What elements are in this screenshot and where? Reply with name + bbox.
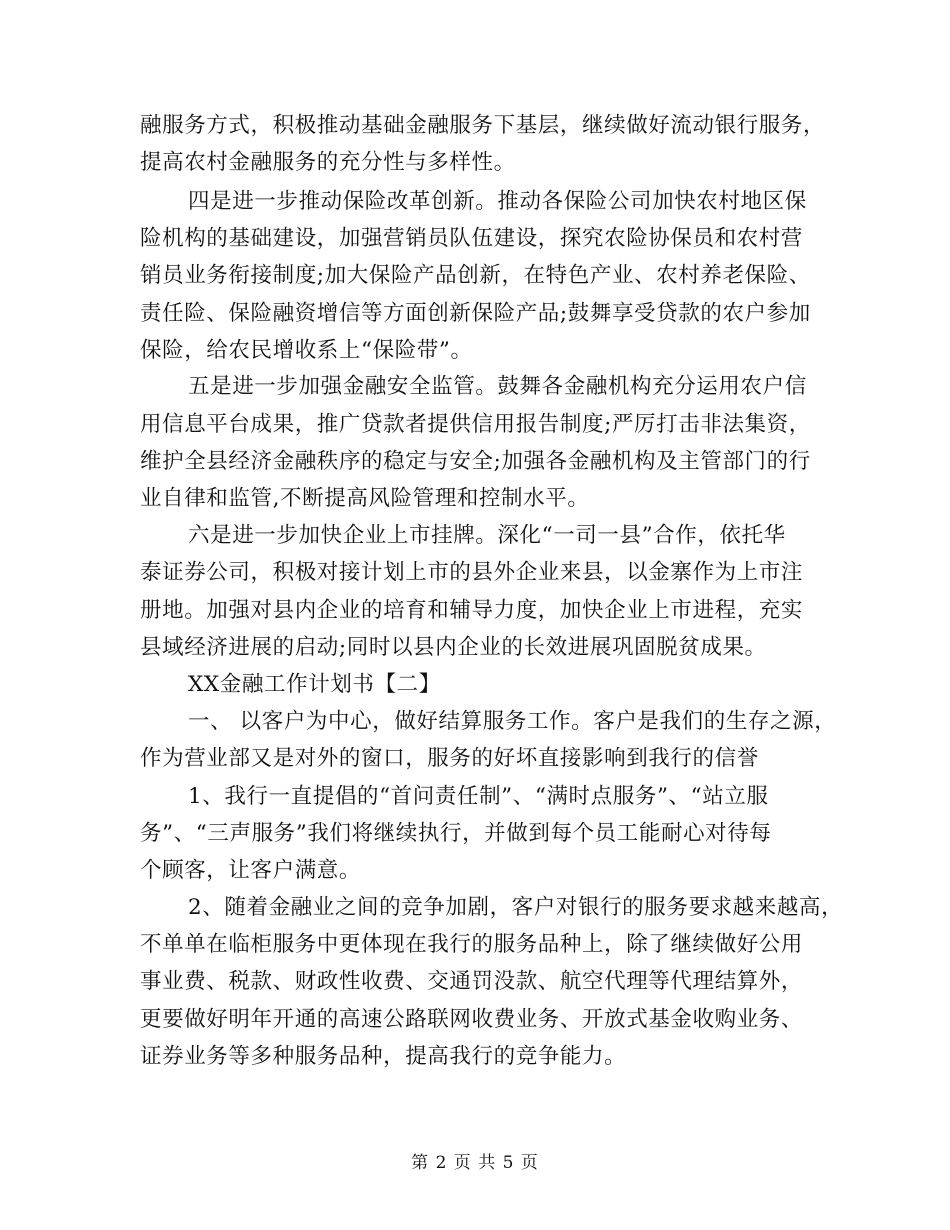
body-text-line: 作为营业部又是对外的窗口，服务的好坏直接影响到我行的信誉	[140, 746, 759, 771]
body-text-line: 县域经济进展的启动;同时以县内企业的长效进展巩固脱贫成果。	[140, 635, 767, 660]
body-text-line: 提高农村金融服务的充分性与多样性。	[140, 150, 516, 175]
body-text-line: 维护全县经济金融秩序的稳定与安全;加强各金融机构及主管部门的行	[140, 449, 811, 474]
body-text-line: 责任险、保险融资增信等方面创新保险产品;鼓舞享受贷款的农户参加	[140, 301, 811, 326]
body-text-line: 事业费、税款、财政性收费、交通罚没款、航空代理等代理结算外，	[140, 969, 804, 994]
body-text-line: 险机构的基础建设，加强营销员队伍建设，探究农险协保员和农村营	[140, 226, 804, 251]
body-text-line: 业自律和监管,不断提高风险管理和控制水平。	[140, 486, 590, 511]
body-text-line: 册地。加强对县内企业的培育和辅导力度，加快企业上市进程，充实	[140, 598, 804, 623]
body-text-line: 务”、“三声服务”我们将继续执行，并做到每个员工能耐心对待每	[140, 821, 772, 846]
page-number-footer: 第 2 页 共 5 页	[411, 1153, 539, 1173]
body-text-line: 不单单在临柜服务中更体现在我行的服务品种上，除了继续做好公用	[140, 932, 804, 957]
body-text-line: 五是进一步加强金融安全监管。鼓舞各金融机构充分运用农户信	[188, 374, 807, 399]
body-text-line: 更要做好明年开通的高速公路联网收费业务、开放式基金收购业务、	[140, 1007, 804, 1032]
body-text-line: 个顾客，让客户满意。	[140, 858, 362, 883]
body-text-line: 泰证券公司，积极对接计划上市的县外企业来县，以金寨作为上市注	[140, 560, 804, 585]
body-text-line: 销员业务衔接制度;加大保险产品创新，在特色产业、农村养老保险、	[140, 263, 811, 288]
body-text-line: 融服务方式，积极推动基础金融服务下基层，继续做好流动银行服务，	[140, 113, 826, 138]
section-heading: XX金融工作计划书【二】	[188, 672, 441, 697]
body-text-line: 一、 以客户为中心，做好结算服务工作。客户是我们的生存之源，	[188, 709, 837, 734]
body-text-line: 用信息平台成果，推广贷款者提供信用报告制度;严厉打击非法集资，	[140, 412, 811, 437]
body-text-line: 1、我行一直提倡的“首问责任制”、“满时点服务”、“站立服	[188, 784, 769, 809]
body-text-line: 保险，给农民增收系上“保险带”。	[140, 338, 473, 363]
body-text-line: 证券业务等多种服务品种，提高我行的竞争能力。	[140, 1044, 627, 1069]
body-text-line: 2、随着金融业之间的竞争加剧，客户对银行的服务要求越来越高，	[188, 895, 844, 920]
body-text-line: 四是进一步推动保险改革创新。推动各保险公司加快农村地区保	[188, 189, 807, 214]
body-text-line: 六是进一步加快企业上市挂牌。深化“一司一县”合作，依托华	[188, 523, 786, 548]
